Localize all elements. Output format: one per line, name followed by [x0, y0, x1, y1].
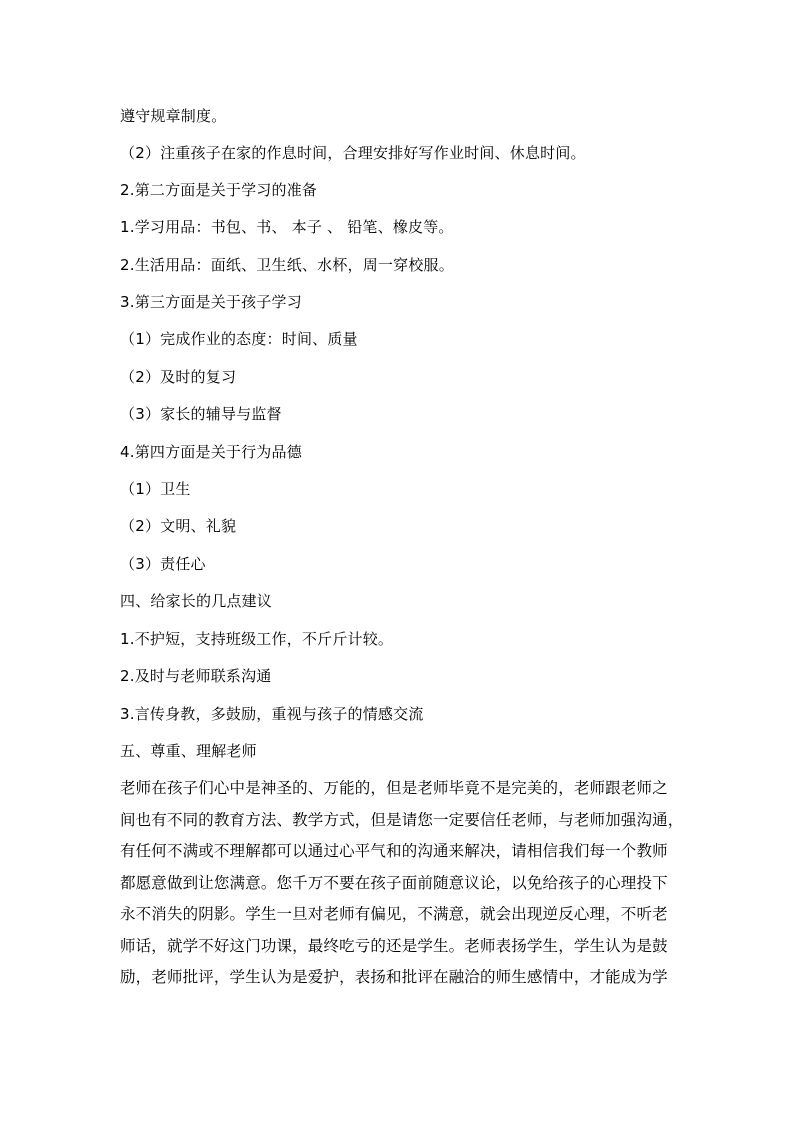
- text-line-suggestion-3: 3.言传身教，多鼓励，重视与孩子的情感交流: [120, 705, 424, 723]
- paragraph-respect-teachers: [120, 773, 684, 994]
- text-line-review: （2）及时的复习: [120, 368, 237, 386]
- paragraph-line: 间也有不同的教育方法、教学方式，但是请您一定要信任老师，与老师加强沟通，: [120, 810, 684, 829]
- paragraph-line: 师话，就学不好这门功课，最终吃亏的还是学生。老师表扬学生，学生认为是鼓: [120, 936, 668, 955]
- text-line-responsibility: （3）责任心: [120, 555, 206, 573]
- heading-child-learning: 3.第三方面是关于孩子学习: [120, 293, 302, 311]
- text-line-schedule: （2）注重孩子在家的作息时间，合理安排好写作业时间、休息时间。: [120, 144, 586, 162]
- paragraph-line: 老师在孩子们心中是神圣的、万能的，但是老师毕竟不是完美的，老师跟老师之: [120, 779, 668, 797]
- paragraph-line: 有任何不满或不理解都可以通过心平气和的沟通来解决，请相信我们每一个教师: [120, 842, 668, 860]
- text-line-hygiene: （1）卫生: [120, 480, 191, 498]
- heading-parent-suggestions: 四、给家长的几点建议: [120, 592, 273, 610]
- text-line-suggestion-1: 1.不护短，支持班级工作，不斤斤计较。: [120, 630, 394, 648]
- paragraph-line: 都愿意做到让您满意。您千万不要在孩子面前随意议论，以免给孩子的心理投下: [120, 873, 668, 892]
- heading-respect-teachers: 五、尊重、理解老师: [120, 742, 257, 760]
- text-line-suggestion-2: 2.及时与老师联系沟通: [120, 667, 272, 685]
- text-line-rules: 遵守规章制度。: [120, 107, 227, 125]
- heading-behavior-morals: 4.第四方面是关于行为品德: [120, 443, 302, 461]
- paragraph-line: 励，老师批评，学生认为是爱护，表扬和批评在融洽的师生感情中，才能成为学: [120, 968, 668, 986]
- text-line-homework-attitude: （1）完成作业的态度：时间、质量: [120, 330, 358, 348]
- text-line-civility: （2）文明、礼貌: [120, 517, 237, 535]
- text-line-daily-supplies: 2.生活用品：面纸、卫生纸、水杯，周一穿校服。: [120, 256, 454, 274]
- text-line-parent-guidance: （3）家长的辅导与监督: [120, 405, 282, 423]
- text-line-study-supplies: 1.学习用品：书包、书、 本子 、 铅笔、橡皮等。: [120, 218, 454, 236]
- paragraph-line: 永不消失的阴影。学生一旦对老师有偏见，不满意，就会出现逆反心理，不听老: [120, 905, 668, 923]
- heading-study-preparation: 2.第二方面是关于学习的准备: [120, 181, 318, 199]
